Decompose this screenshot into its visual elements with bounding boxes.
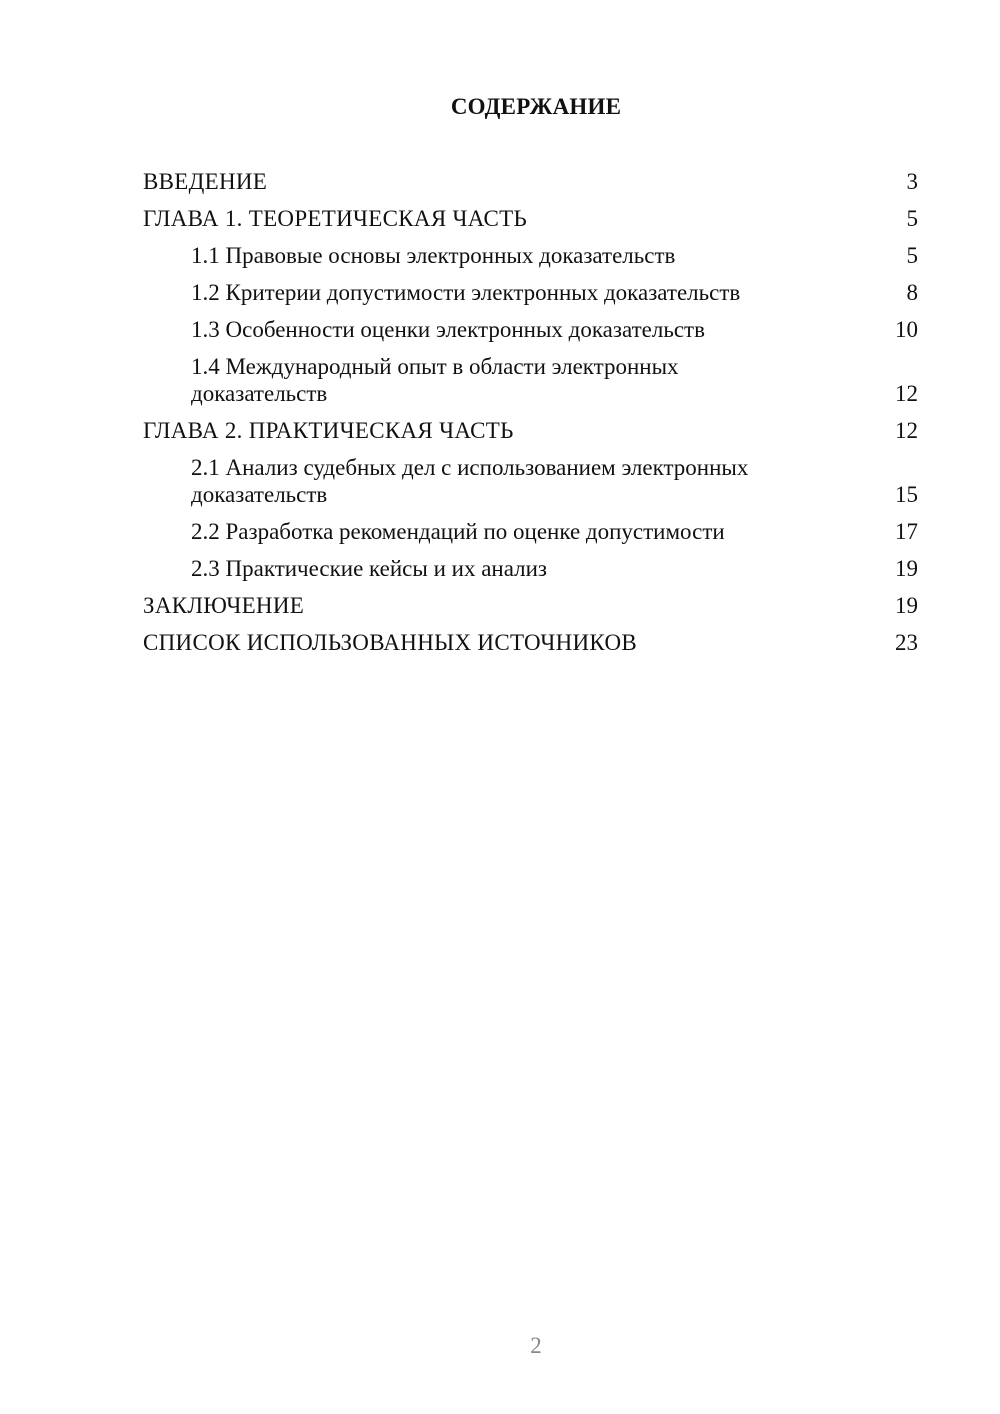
toc-entry-label: ВВЕДЕНИЕ <box>143 169 268 194</box>
toc-entry-chapter-2[interactable] <box>143 417 918 444</box>
toc-entry-page: 10 <box>895 317 918 342</box>
toc-entry-label: 1.1 Правовые основы электронных доказательств <box>191 243 676 268</box>
toc-entry-label: ГЛАВА 1. ТЕОРЕТИЧЕСКАЯ ЧАСТЬ <box>143 206 528 231</box>
toc-entry-conclusion[interactable] <box>143 592 918 619</box>
toc-entry-label: 1.3 Особенности оценки электронных доказательств <box>191 317 705 342</box>
toc-entry-section-1-3[interactable] <box>143 316 918 343</box>
toc-entry-chapter-1[interactable] <box>143 205 918 232</box>
toc-entry-label: 2.1 Анализ судебных дел с использованием электронных доказательств <box>191 455 749 507</box>
toc-entry-introduction[interactable] <box>143 168 918 195</box>
toc-entry-section-1-4[interactable] <box>143 353 918 407</box>
toc-entry-label: ЗАКЛЮЧЕНИЕ <box>143 593 305 618</box>
toc-entry-label: 1.4 Международный опыт в области электронных доказательств <box>191 354 679 406</box>
toc-entry-section-1-1[interactable] <box>143 242 918 269</box>
toc-entry-label: СПИСОК ИСПОЛЬЗОВАННЫХ ИСТОЧНИКОВ <box>143 630 638 655</box>
toc-entry-page: 17 <box>895 519 918 544</box>
toc-entry-label: 2.3 Практические кейсы и их анализ <box>191 556 547 581</box>
toc-entry-page: 5 <box>906 243 918 268</box>
toc-entry-page: 12 <box>895 418 918 443</box>
toc-entry-page: 19 <box>895 556 918 581</box>
page-title: СОДЕРЖАНИЕ <box>450 94 622 119</box>
table-of-contents <box>143 168 918 666</box>
toc-entry-page: 15 <box>895 482 918 507</box>
toc-entry-page: 23 <box>895 630 918 655</box>
toc-entry-page: 3 <box>906 169 918 194</box>
toc-entry-section-1-2[interactable] <box>143 279 918 306</box>
toc-entry-page: 12 <box>895 381 918 406</box>
toc-entry-label: ГЛАВА 2. ПРАКТИЧЕСКАЯ ЧАСТЬ <box>143 418 514 443</box>
toc-entry-section-2-1[interactable] <box>143 454 918 508</box>
toc-entry-label: 2.2 Разработка рекомендаций по оценке допустимости <box>191 519 725 544</box>
page-number: 2 <box>530 1333 542 1358</box>
toc-entry-references[interactable] <box>143 629 918 656</box>
toc-entry-page: 19 <box>895 593 918 618</box>
toc-entry-section-2-2[interactable] <box>143 518 918 545</box>
toc-entry-page: 5 <box>906 206 918 231</box>
toc-entry-section-2-3[interactable] <box>143 555 918 582</box>
toc-entry-label: 1.2 Критерии допустимости электронных доказательств <box>191 280 741 305</box>
toc-entry-page: 8 <box>906 280 918 305</box>
